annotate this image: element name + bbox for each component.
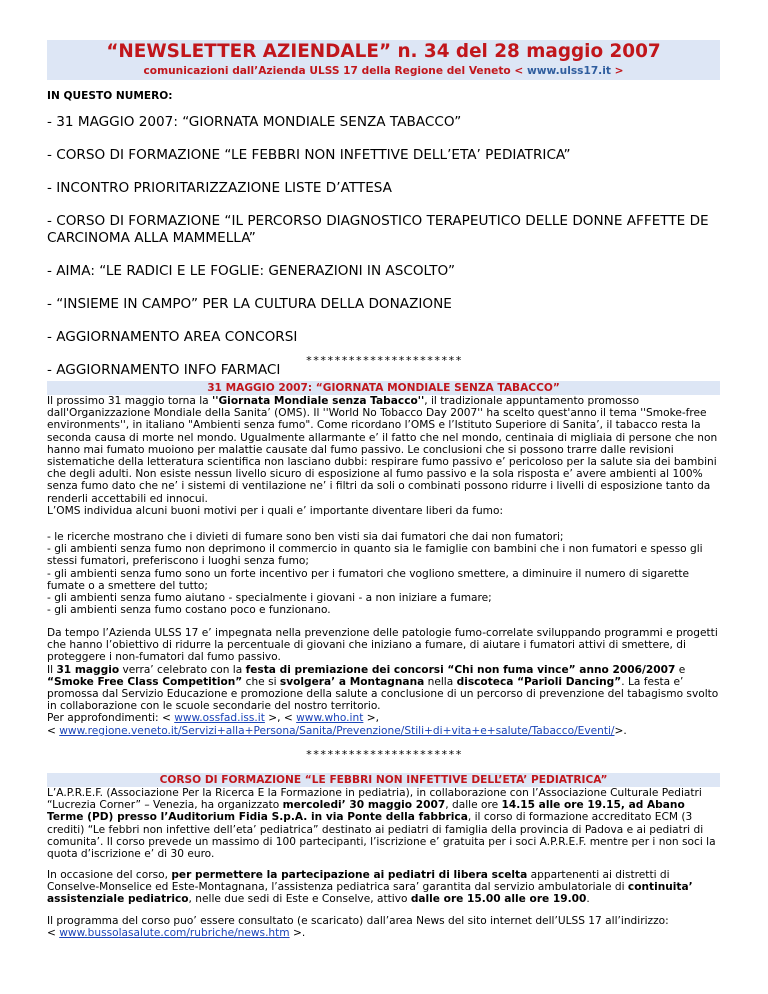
tabacco-intro: Il prossimo 31 maggio torna la ''Giornata Mondiale senza Tabacco'', il tradizionale appuntamento promosso dall'Organizzazione Mondiale della Sanita’ (OMS). Il ''World No Tobacco Day 2007'' ha scelto quest'anno il tema ''Smoke-free environments'', in italiano "Ambienti senza fumo". Come ricordano l’OMS e l’Istituto Superiore di Sanita’, il tabacco resta la seconda causa di morte nel mondo. Ugualmente allarmante e’ il fatto che nel mondo, centinaia di migliaia di persone che non hanno mai fumato muoiono per malattie causate dal fumo passivo. Le conclusioni che si possono trarre dalle revisioni sistematiche della letteratura scientifica non lasciano dubbi: respirare fumo passivo e’ pericoloso per la salute sia dei bambini che degli adulti. Non esiste nessun livello sicuro di esposizione al fumo passivo e la sola risposta e’ avere ambienti al 100% senza fumo dato che ne’ i sistemi di ventilazione ne’ i filtri da soli o combinati possono ridurre i livelli di esposizione tanto da renderli accettabili ed innocui. L’OMS individua alcuni buoni motivi per i quali e’ importante diventare liberi da fumo: (47, 395, 718, 517)
regione-veneto-link[interactable]: www.regione.veneto.it/Servizi+alla+Persona/Sanita/Prevenzione/Stili+di+vita+e+salute/Tabacco/Eventi/ (59, 724, 615, 737)
toc-item: - INCONTRO PRIORITARIZZAZIONE LISTE D’ATTESA (47, 180, 392, 196)
toc-item: - AGGIORNAMENTO AREA CONCORSI (47, 329, 298, 345)
page-title: “NEWSLETTER AZIENDALE” n. 34 del 28 maggio 2007 (106, 41, 661, 62)
toc-item: - CORSO DI FORMAZIONE “IL PERCORSO DIAGNOSTICO TERAPEUTICO DELLE DONNE AFFETTE DE CARCINOMA ALLA MAMMELLA” (47, 213, 709, 246)
newsletter-header (47, 40, 720, 80)
separator: ********************** (305, 354, 463, 367)
febbri-assistenza: In occasione del corso, per permettere la partecipazione ai pediatri di libera scelta appartenenti ai distretti di Conselve-Monselice ed Este-Montagnana, l’assistenza pediatrica sara’ garantita dal servizio ambulatoriale di continuita’ assistenziale pediatrico, nelle due sedi di Este e Conselve, attivo dalle ore 15.00 alle ore 19.00. (47, 869, 693, 906)
subtitle-text: comunicazioni dall’Azienda ULSS 17 della Regione del Veneto < (143, 65, 527, 77)
tabacco-reasons-list: - le ricerche mostrano che i divieti di fumare sono ben visti sia dai fumatori che dai non fumatori; - gli ambienti senza fumo non deprimono il commercio in quanto sia le famiglie con bambini che i non fumatori e spesso gli stessi fumatori, preferiscono i luoghi senza fumo; - gli ambienti senza fumo sono un forte incentivo per i fumatori che vogliono smettere, a diminuire il numero di sigarette fumate o a smettere del tutto; - gli ambienti senza fumo aiutano - specialmente i giovani - a non iniziare a fumare; - gli ambienti senza fumo costano poco e funzionano. (47, 531, 703, 617)
header-subtitle (47, 65, 720, 77)
who-link[interactable]: www.who.int (296, 712, 364, 725)
ulss17-link[interactable]: www.ulss17.it (526, 65, 611, 77)
tabacco-ulss-paragraph: Da tempo l’Azienda ULSS 17 e’ impegnata nella prevenzione delle patologie fumo-correlate sviluppando programmi e progetti che hanno l’obiettivo di ridurre la percentuale di giovani che iniziano a fumare, di aiutare i fumatori attivi di smettere, di proteggere i non-fumatori dal fumo passivo. Il 31 maggio verra’ celebrato con la festa di premiazione dei concorsi “Chi non fuma vince” anno 2006/2007 e “Smoke Free Class Competition” che si svolgera’ a Montagnana nella discoteca “Parioli Dancing”. La festa e’ promossa dal Servizio Educazione e promozione della salute a conclusione di un percorso di prevenzione del tabagismo svolto in collaborazione con le scuole secondarie del nostro territorio. Per approfondimenti: < www.ossfad.iss.it >, < www.who.int >, < www.regione.veneto.it/Servizi+alla+Persona/Sanita/Prevenzione/Stili+di+vita+e+salute/Tabacco/Eventi/>. (47, 627, 719, 737)
in-this-issue-label: IN QUESTO NUMERO: (47, 90, 173, 102)
ossfad-link[interactable]: www.ossfad.iss.it (174, 712, 265, 725)
toc-item: - AIMA: “LE RADICI E LE FOGLIE: GENERAZIONI IN ASCOLTO” (47, 263, 456, 279)
febbri-programma: Il programma del corso puo’ essere consultato (e scaricato) dall’area News del sito internet dell’ULSS 17 all’indirizzo: < www.bussolasalute.com/rubriche/news.htm >. (47, 915, 669, 940)
toc-item: - CORSO DI FORMAZIONE “LE FEBBRI NON INFETTIVE DELL’ETA’ PEDIATRICA” (47, 147, 571, 163)
toc-item: - AGGIORNAMENTO INFO FARMACI (47, 362, 281, 378)
bussolasalute-link[interactable]: www.bussolasalute.com/rubriche/news.htm (59, 927, 290, 940)
toc-item: - 31 MAGGIO 2007: “GIORNATA MONDIALE SENZA TABACCO” (47, 114, 462, 130)
section-heading-tabacco: 31 MAGGIO 2007: “GIORNATA MONDIALE SENZA TABACCO” (47, 381, 720, 395)
subtitle-end: > (610, 65, 624, 77)
separator: ********************** (305, 748, 463, 761)
febbri-intro: L’A.P.R.E.F. (Associazione Per la Ricerca E la Formazione in pediatria), in collaborazione con l’Associazione Culturale Pediatri “Lucrezia Corner” – Venezia, ha organizzato mercoledi’ 30 maggio 2007, dalle ore 14.15 alle ore 19.15, ad Abano Terme (PD) presso l’Auditorium Fidia S.p.A. in via Ponte della fabbrica, il corso di formazione accreditato ECM (3 crediti) “Le febbri non infettive dell’eta’ pediatrica” destinato ai pediatri di famiglia della provincia di Padova e ai pediatri di comunita’. Il corso prevede un massimo di 100 partecipanti, l’iscrizione e’ gratuita per i soci A.P.R.E.F. mentre per i non soci la quota d’iscrizione e’ di 30 euro. (47, 787, 716, 861)
table-of-contents (47, 114, 727, 395)
toc-item: - “INSIEME IN CAMPO” PER LA CULTURA DELLA DONAZIONE (47, 296, 452, 312)
section-heading-febbri: CORSO DI FORMAZIONE “LE FEBBRI NON INFETTIVE DELL’ETA’ PEDIATRICA” (47, 773, 720, 787)
